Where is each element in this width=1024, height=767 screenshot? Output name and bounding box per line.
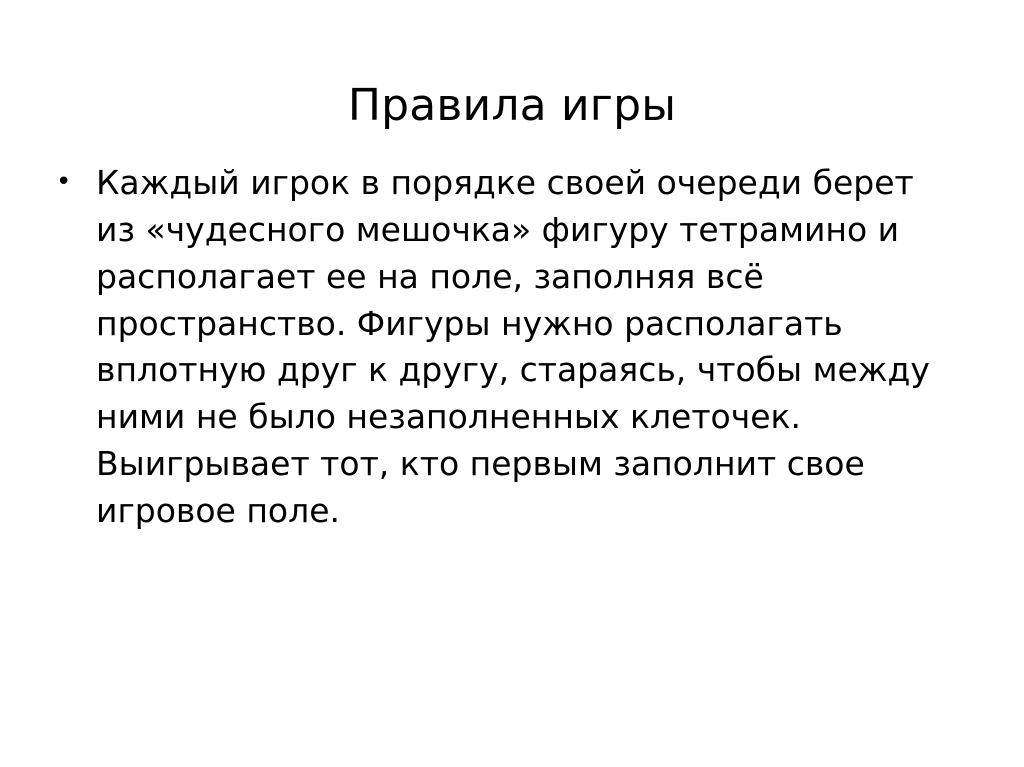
- bullet-icon: •: [56, 167, 72, 197]
- slide-body: [56, 160, 976, 535]
- page-title: Правила игры: [347, 80, 677, 132]
- list-item: [56, 160, 976, 535]
- list-item-text: Каждый игрок в порядке своей очереди берет из «чудесного мешочка» фигуру тетрамино и располагает ее на поле, заполняя всё пространство. Фигуры нужно располагать вплотную друг к другу, стараясь, чтобы между ними не было незаполненных клеточек. Выигрывает тот, кто первым заполнит свое игровое поле.: [96, 163, 930, 531]
